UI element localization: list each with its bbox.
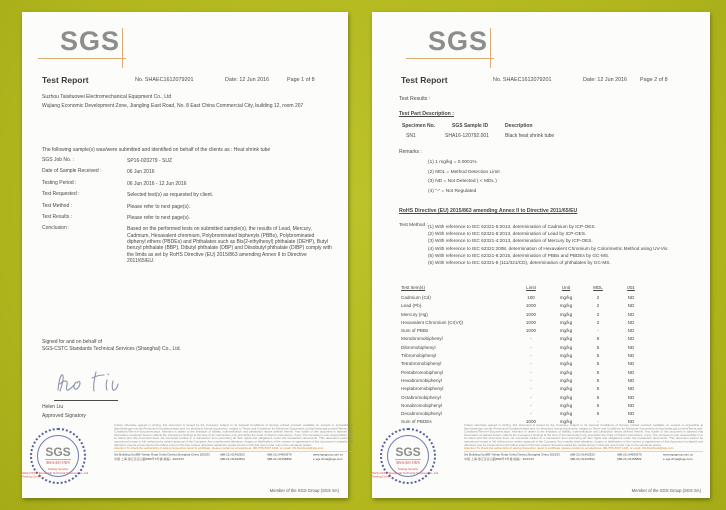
phone-2: t(86-21) 61402594 (220, 457, 245, 461)
address-english: 3rd Building,No.889 Yishan Road Xuhui District,Shanghai China 200233 (464, 453, 560, 457)
remark-item: (2) MDL = Method Detection Limit (428, 169, 500, 175)
logo-horizontal-line (38, 58, 126, 59)
unit-cell: mg/kg (559, 419, 573, 425)
field-label: Testing Period : (42, 179, 77, 186)
results-table-row (401, 360, 657, 368)
results-table-row (401, 327, 657, 335)
result-cell: ND (627, 353, 635, 359)
limit-cell: - (530, 377, 532, 383)
test-item-cell: Mercury (Hg) (401, 311, 428, 317)
description-header: Description (505, 123, 533, 129)
field-value: Please refer to next page(s). (127, 203, 191, 210)
website: www.sgsgroup.com.cn (663, 453, 694, 457)
fax-1: f(86-21) 64953679 (267, 453, 292, 457)
test-item-cell: Sum of PBBs (401, 328, 429, 334)
test-item-cell: Heptabromobiphenyl (401, 386, 444, 392)
field-value: SP16-020279 - SUZ (127, 158, 173, 164)
phone-2: t(86-21) 61402594 (570, 457, 595, 461)
test-report-page-2 (372, 12, 710, 498)
test-method-list (428, 223, 688, 266)
test-method-item: (3) With reference to IEC 62321-4:2013, determination of Mercury by ICP-OES. (428, 238, 593, 244)
report-fields (42, 158, 338, 269)
mdl-cell: 5 (596, 361, 600, 367)
field-label: Test Method : (42, 202, 73, 209)
results-table-row (401, 385, 657, 393)
mdl-cell: 2 (596, 303, 600, 309)
page-footer (372, 420, 710, 496)
limit-cell: - (530, 353, 532, 359)
seal-chinese-label: 通标标准技术服务 (45, 461, 70, 465)
email: e sgs.china@sgs.com (663, 457, 693, 461)
test-item-cell: Tetrabromobiphenyl (401, 361, 442, 367)
unit-cell: mg/kg (559, 336, 573, 342)
mdl-cell: 5 (596, 377, 600, 383)
mdl-cell: 2 (596, 295, 600, 300)
seal-sgs-text: SGS (395, 445, 421, 459)
unit-cell: mg/kg (559, 344, 573, 350)
field-label: Test Results : (42, 213, 73, 220)
report-number: No. SHAEC1612079201 (135, 77, 194, 83)
test-method-item: (1) With reference to IEC 62321-5:2013, determination of Cadmium by ICP-OES. (428, 224, 596, 229)
logo-vertical-line (122, 28, 123, 68)
red-stamp-text (22, 472, 89, 479)
mdl-cell: 2 (596, 311, 600, 317)
contact-block (464, 452, 703, 462)
signed-for-block (42, 339, 181, 353)
mdl-cell: - (597, 328, 599, 334)
report-field-row (42, 181, 338, 187)
mdl-cell: 5 (596, 369, 600, 375)
mdl-header: MDL (593, 285, 603, 290)
limit-cell: 1000 (525, 303, 537, 309)
field-value: Selected test(s) as requested by client. (127, 192, 214, 199)
test-items-header: Test Item(s) (401, 285, 425, 290)
client-address: Wujiang Economic Development Zone, Jiangling East Road, No. 8 East China Commercial City, building 12, room 207 (42, 103, 304, 109)
test-item-cell: Hexabromobiphenyl (401, 377, 442, 383)
field-label: SGS Job No. : (42, 157, 74, 163)
test-item-cell: Tribromobiphenyl (401, 353, 437, 359)
report-title: Test Report (42, 75, 89, 85)
seal-english-label: Testing Service (47, 468, 69, 471)
result-cell: ND (627, 402, 635, 408)
test-item-cell: Nonabromobiphenyl (401, 402, 443, 408)
limit-cell: - (530, 411, 532, 417)
result-cell: ND (627, 319, 635, 325)
results-table-row (401, 344, 657, 352)
signature-rule (54, 400, 118, 401)
limit-cell: - (530, 344, 532, 350)
unit-cell: mg/kg (559, 411, 573, 417)
test-report-page-1 (22, 12, 353, 498)
remarks-label: Remarks : (399, 149, 422, 155)
field-value: Based on the performed tests on submitted sample(s), the results of Lead, Mercury, Cadmium, Hexavalent chromium, Polybrominated biphenyls (PBBs), Polybrominated diphenyl ethers (PBDEs) and Phthalates such as Bis(2-ethylhexyl) phthalate (DEHP), Butyl benzyl phthalate (BBP), Dibutyl phthalate (DBP) and Diisobutyl phthalate (DIBP) comply with the limits as set by RoHS Directive (EU) 2015/863 amending Annex II to Directive 2011/65/EU. (127, 226, 332, 264)
test-item-cell: Hexavalent Chromium (Cr(VI)) (401, 319, 464, 325)
sample-001-header: 001 (627, 285, 635, 290)
results-table-row (401, 394, 657, 402)
website: www.sgsgroup.com.cn (313, 453, 344, 457)
test-item-cell: Octabromobiphenyl (401, 394, 441, 400)
limit-cell: - (530, 402, 532, 408)
mdl-cell: 5 (596, 386, 600, 392)
page-number: Page 1 of 8 (287, 77, 315, 83)
specimen-no-value: SN1 (406, 133, 416, 139)
authenticity-attention-line: Attention: To check the authenticity of testing /inspection report & certificate, please contact us at telephone: (86-755) 8307 1443, or email: CN.Doccheck@sgs.com (464, 447, 674, 451)
results-table-row (401, 402, 657, 410)
results-table-body (401, 294, 657, 427)
red-stamp-text (372, 472, 439, 479)
test-method-label: Test Method : (399, 223, 428, 228)
report-field-row (42, 158, 338, 164)
sgs-logo (414, 24, 504, 70)
legal-disclaimer: Unless otherwise agreed in writing, this document is issued by the Company subject to its General Conditions of Service printed overleaf, available on request or accessible at http://www.sgs.com/en/Terms-and-Conditions.aspx and, for electronic format documents, subject to Terms and Conditions for Electronic Documents at http://www.sgs.com/en/Terms-and-Conditions/Terms-e-Document.aspx. Attention is drawn to the limitation of liability, indemnification and jurisdiction issues defined therein. Any holder of this document is advised that information contained hereon reflects the Company's findings at the time of its intervention only and within the limits of Client's instructions, if any. The Company's sole responsibility is to its Client and this document does not exonerate parties to a transaction from exercising all their rights and obligations under the transaction documents. This document cannot be reproduced except in full, without prior written approval of the Company. Any unauthorized alteration, forgery or falsification of the content or appearance of this document is unlawful and offenders may be prosecuted to the fullest extent of the law. Unless otherwise stated the results shown in this test report refer only to the sample(s) tested. (114, 424, 353, 447)
unit-cell: mg/kg (559, 369, 573, 375)
test-item-cell: Sum of PBDEs (401, 419, 432, 425)
result-cell: ND (627, 377, 635, 383)
specimen-no-header: Specimen No. (402, 123, 436, 129)
test-item-cell: Decabromobiphenyl (401, 411, 442, 417)
remark-item: (3) ND = Not Detected ( < MDL ) (428, 179, 497, 185)
page-number: Page 2 of 8 (640, 77, 668, 83)
result-cell: ND (627, 419, 635, 425)
results-table-row (401, 294, 657, 302)
results-table-row (401, 335, 657, 343)
seal-inner-ring (37, 435, 79, 477)
field-label: Conclusion : (42, 225, 70, 232)
sgs-logo-text: SGS (428, 26, 489, 56)
report-date: Date: 12 Jun 2016 (583, 77, 628, 83)
phone-1: t(86-21) 61402553 (220, 453, 245, 457)
unit-cell: mg/kg (559, 394, 573, 400)
logo-vertical-line (490, 28, 491, 68)
phone-1: t(86-21) 61402553 (570, 453, 595, 457)
seal-english-label: Testing Service (397, 468, 419, 471)
fax-2: f(86-21) 61156899 (617, 457, 642, 461)
field-label: Test Requested : (42, 191, 80, 198)
results-table-row (401, 311, 657, 319)
test-method-item: (4) With reference to IEC 62321:2008, determination of Hexavalent Chromium by Colorimetric Method using UV-Vis. (428, 245, 669, 251)
result-cell: ND (627, 411, 635, 417)
signatory-title: Approved Signatory (42, 413, 86, 419)
unit-cell: mg/kg (559, 386, 573, 392)
mdl-cell: 5 (596, 336, 600, 342)
report-field-row (42, 215, 338, 221)
report-field-row (42, 192, 338, 198)
rohs-directive-heading: RoHS Directive (EU) 2015/863 amending Annex II to Directive 2011/65/EU (399, 208, 578, 214)
sgs-group-member-line: Member of the SGS Group (SGS SA) (631, 488, 701, 493)
unit-cell: mg/kg (559, 311, 573, 317)
unit-cell: mg/kg (559, 295, 573, 300)
sgs-logo (46, 24, 136, 70)
report-field-row (42, 226, 338, 264)
unit-cell: mg/kg (559, 361, 573, 367)
sample-identification-line: The following sample(s) was/were submitted and identified on behalf of the clients as : Heat shrink tube (42, 147, 271, 153)
limit-cell: - (530, 386, 532, 392)
results-table-row (401, 410, 657, 418)
report-date: Date: 12 Jun 2016 (225, 77, 270, 83)
fax-1: f(86-21) 64953679 (617, 453, 642, 457)
contact-row-cn (114, 457, 353, 461)
field-value: Please refer to next page(s). (127, 214, 191, 221)
red-stamp-line-1: SGS-CSTC Standards Technical Services Co.,Ltd. (372, 472, 439, 475)
limit-cell: 1000 (525, 419, 537, 425)
remark-item: (4) "-" = Not Regulated (428, 188, 477, 194)
test-item-cell: Cadmium (Cd) (401, 295, 431, 300)
unit-cell: mg/kg (559, 319, 573, 325)
unit-cell: mg/kg (559, 328, 573, 334)
unit-cell: mg/kg (559, 377, 573, 383)
address-english: 3rd Building,No.889 Yishan Road Xuhui District,Shanghai China 200233 (114, 453, 210, 457)
result-cell: ND (627, 369, 635, 375)
test-item-cell: Dibromobiphenyl (401, 344, 436, 350)
mdl-cell: 5 (596, 344, 600, 350)
contact-block (114, 452, 353, 462)
limit-cell: 1000 (525, 319, 537, 325)
sgs-logo-text: SGS (60, 26, 121, 56)
result-cell: ND (627, 344, 635, 350)
remarks-list (428, 160, 500, 198)
test-part-description-label: Test Part Description : (399, 111, 454, 117)
remark-item: (1) 1 mg/kg = 0.0001% (428, 160, 477, 165)
report-field-row (42, 204, 338, 210)
logo-horizontal-line (406, 58, 494, 59)
description-value: Black heat shrink tube (505, 133, 555, 139)
results-table-row (401, 352, 657, 360)
test-method-item: (5) With reference to IEC 62321-6:2015, determination of PBBs and PBDEs by GC-MS. (428, 252, 610, 258)
limit-cell: - (530, 361, 532, 367)
mdl-cell: 2 (596, 319, 600, 325)
signed-line-1: Signed for and on behalf of (42, 339, 103, 345)
limit-header: Limit (526, 285, 536, 290)
signed-line-2: SGS-CSTC Standards Technical Services (Shanghai) Co., Ltd. (42, 346, 181, 352)
unit-cell: mg/kg (559, 353, 573, 359)
seal-sgs-text: SGS (45, 445, 71, 459)
sgs-sample-id-value: SHA16-120792.001 (445, 133, 489, 139)
mdl-cell: 5 (596, 394, 600, 400)
test-item-cell: Pentabromobiphenyl (401, 369, 444, 375)
result-cell: ND (627, 361, 635, 367)
result-cell: ND (627, 311, 635, 317)
results-table-row (401, 369, 657, 377)
red-stamp-line-2: Testing Center (22, 475, 42, 479)
limit-cell: - (530, 394, 532, 400)
result-cell: ND (627, 336, 635, 342)
results-table-row (401, 319, 657, 327)
result-cell: ND (627, 295, 635, 300)
fax-2: f(86-21) 61156899 (267, 457, 292, 461)
test-method-item: (6) With reference to IEC 62321-8 (111/321/CD), determination of phthalates by GC-MS. (428, 260, 611, 266)
limit-cell: 1000 (525, 311, 537, 317)
page-footer (22, 420, 353, 496)
mdl-cell: 5 (596, 411, 600, 417)
mdl-cell: 5 (596, 353, 600, 359)
limit-cell: - (530, 336, 532, 342)
sgs-group-member-line: Member of the SGS Group (SGS SA) (269, 488, 339, 493)
results-table-header (401, 285, 657, 290)
authenticity-attention-line: Attention: To check the authenticity of testing /inspection report & certificate, please contact us at telephone: (86-755) 8307 1443, or email: CN.Doccheck@sgs.com (114, 447, 324, 451)
result-cell: ND (627, 328, 635, 334)
results-table (401, 285, 657, 427)
mdl-cell: 5 (596, 402, 600, 408)
unit-cell: mg/kg (559, 402, 573, 408)
test-method-item: (2) With reference to IEC 62321-5:2013, determination of Lead by ICP-OES. (428, 231, 587, 237)
report-title: Test Report (401, 75, 448, 85)
report-number: No. SHAEC1612079201 (493, 77, 552, 83)
report-field-row (42, 169, 338, 175)
results-table-row (401, 302, 657, 310)
result-cell: ND (627, 394, 635, 400)
email: e sgs.china@sgs.com (313, 457, 343, 461)
seal-inner-ring (387, 435, 429, 477)
sgs-sample-id-header: SGS Sample ID (452, 123, 489, 129)
address-chinese: 中国·上海·徐汇区宜山路889号3号楼 邮编：200233 (114, 457, 184, 461)
client-company-name: Suzhou Taisituowei Electromechanical Equipment Co., Ltd (42, 94, 172, 100)
legal-disclaimer: Unless otherwise agreed in writing, this document is issued by the Company subject to its General Conditions of Service printed overleaf, available on request or accessible at http://www.sgs.com/en/Terms-and-Conditions.aspx and, for electronic format documents, subject to Terms and Conditions for Electronic Documents at http://www.sgs.com/en/Terms-and-Conditions/Terms-e-Document.aspx. Attention is drawn to the limitation of liability, indemnification and jurisdiction issues defined therein. Any holder of this document is advised that information contained hereon reflects the Company's findings at the time of its intervention only and within the limits of Client's instructions, if any. The Company's sole responsibility is to its Client and this document does not exonerate parties to a transaction from exercising all their rights and obligations under the transaction documents. This document cannot be reproduced except in full, without prior written approval of the Company. Any unauthorized alteration, forgery or falsification of the content or appearance of this document is unlawful and offenders may be prosecuted to the fullest extent of the law. Unless otherwise stated the results shown in this test report refer only to the sample(s) tested. (464, 424, 703, 447)
field-value: 06 Jun 2016 - 12 Jun 2016 (127, 180, 187, 187)
limit-cell: 100 (527, 295, 535, 300)
limit-cell: - (530, 369, 532, 375)
field-value: 06 Jun 2016 (127, 169, 155, 176)
red-stamp-line-2: Testing Center (372, 475, 392, 479)
signatory-name: Helen Liu (42, 404, 64, 410)
handwritten-signature (52, 364, 126, 398)
address-chinese: 中国·上海·徐汇区宜山路889号3号楼 邮编：200233 (464, 457, 534, 461)
test-item-cell: Monobromobiphenyl (401, 336, 443, 342)
results-table-row (401, 377, 657, 385)
result-cell: ND (627, 303, 635, 309)
limit-cell: 1000 (525, 328, 537, 334)
contact-row-cn (464, 457, 703, 461)
result-cell: ND (627, 386, 635, 392)
red-stamp-line-1: SGS-CSTC Standards Technical Services Co.,Ltd. (22, 472, 89, 475)
unit-header: Unit (561, 285, 571, 290)
unit-cell: mg/kg (559, 303, 573, 309)
seal-chinese-label: 通标标准技术服务 (395, 461, 420, 465)
test-item-cell: Lead (Pb) (401, 303, 422, 309)
mdl-cell: - (597, 419, 599, 425)
field-label: Date of Sample Received : (42, 168, 102, 175)
test-results-label: Test Results : (399, 96, 431, 102)
